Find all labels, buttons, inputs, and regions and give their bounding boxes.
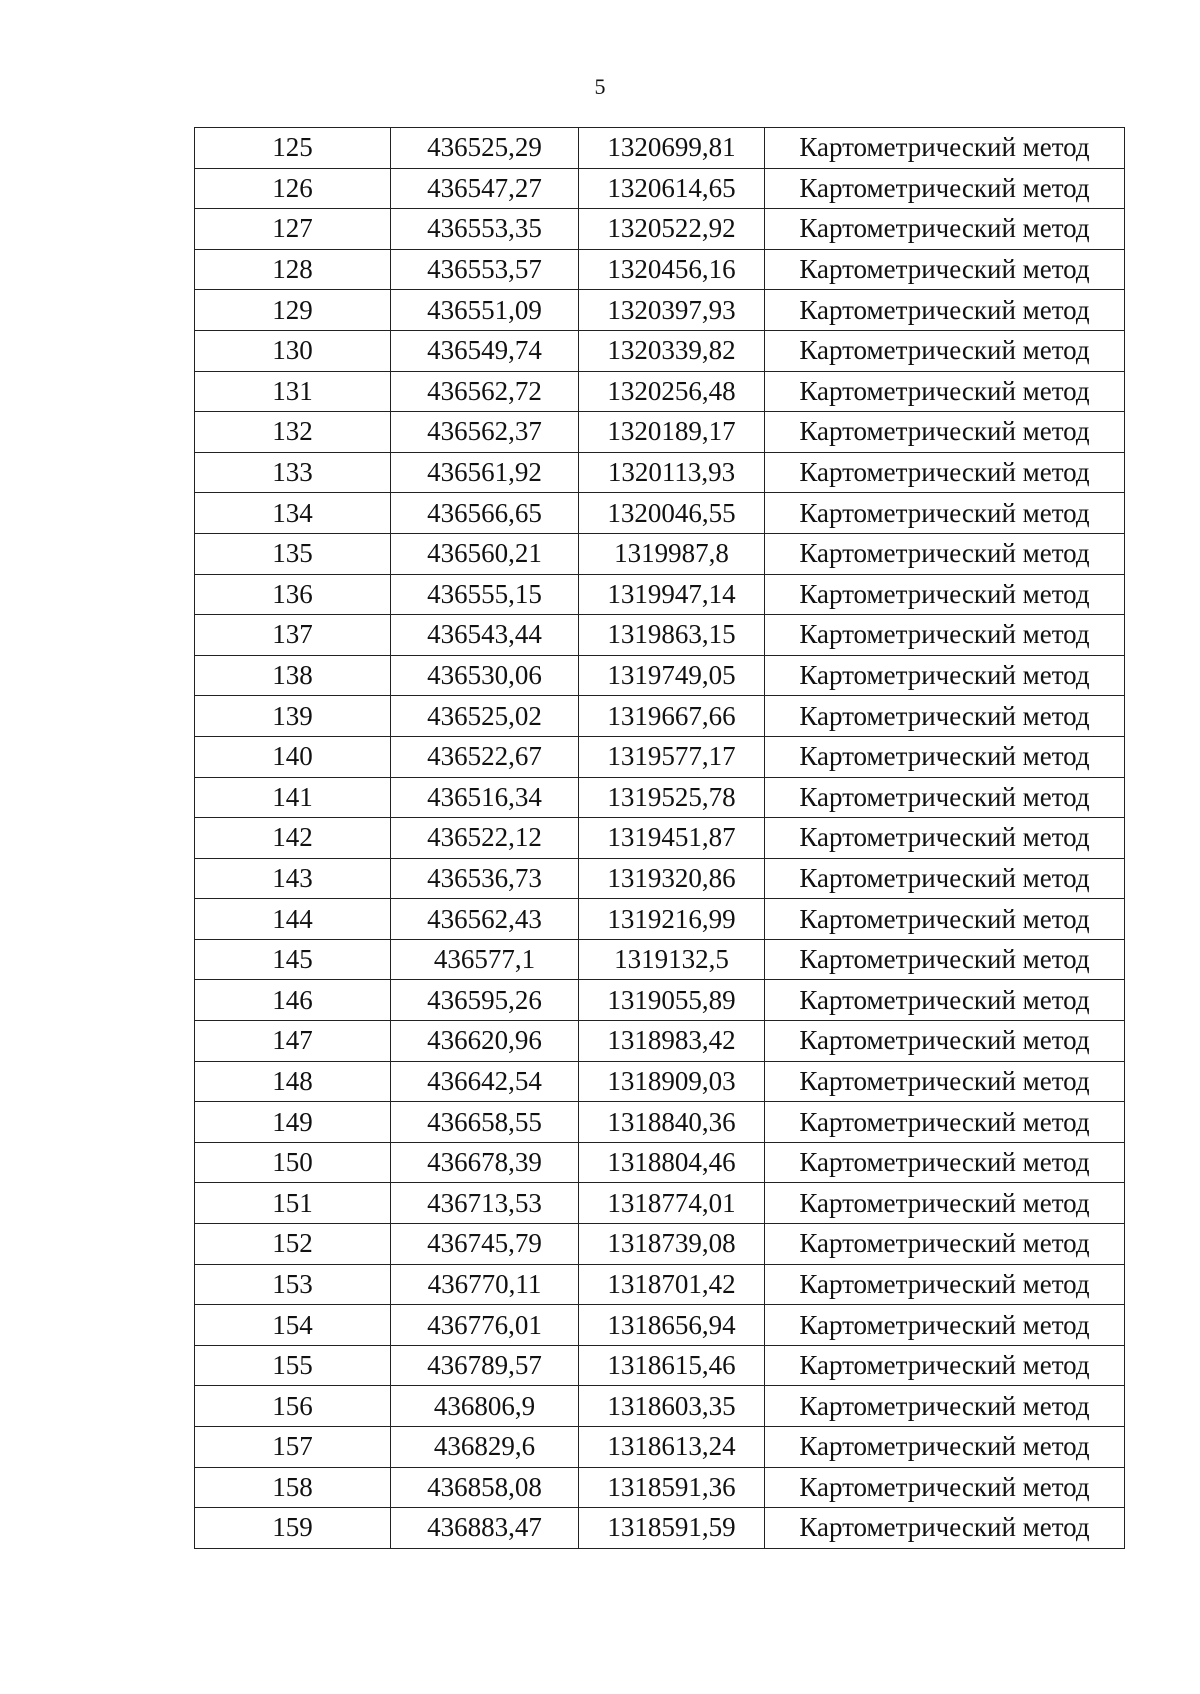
coordinate-y-cell: 1318591,36 — [579, 1467, 765, 1508]
coordinate-x-cell: 436549,74 — [391, 330, 579, 371]
coordinate-x-cell: 436745,79 — [391, 1224, 579, 1265]
coordinate-y-cell: 1319216,99 — [579, 899, 765, 940]
coordinate-x-cell: 436678,39 — [391, 1142, 579, 1183]
coordinate-y-cell: 1318591,59 — [579, 1508, 765, 1549]
coordinates-table — [194, 127, 1125, 1549]
coordinate-x-cell: 436829,6 — [391, 1427, 579, 1468]
coordinate-x-cell: 436522,12 — [391, 818, 579, 859]
point-number-cell: 140 — [195, 736, 391, 777]
table-row — [195, 858, 1125, 899]
method-cell: Картометрический метод — [765, 1183, 1125, 1224]
method-cell: Картометрический метод — [765, 1102, 1125, 1143]
point-number-cell: 135 — [195, 533, 391, 574]
coordinate-y-cell: 1320189,17 — [579, 412, 765, 453]
coordinate-y-cell: 1320339,82 — [579, 330, 765, 371]
coordinate-x-cell: 436620,96 — [391, 1021, 579, 1062]
coordinate-y-cell: 1319987,8 — [579, 533, 765, 574]
coordinate-y-cell: 1320614,65 — [579, 168, 765, 209]
method-cell: Картометрический метод — [765, 1345, 1125, 1386]
coordinate-x-cell: 436551,09 — [391, 290, 579, 331]
table-row — [195, 615, 1125, 656]
point-number-cell: 125 — [195, 128, 391, 169]
coordinate-x-cell: 436595,26 — [391, 980, 579, 1021]
coordinate-x-cell: 436806,9 — [391, 1386, 579, 1427]
coordinate-x-cell: 436562,43 — [391, 899, 579, 940]
coordinate-y-cell: 1318774,01 — [579, 1183, 765, 1224]
coordinate-y-cell: 1320522,92 — [579, 209, 765, 250]
table-row — [195, 249, 1125, 290]
point-number-cell: 127 — [195, 209, 391, 250]
coordinate-y-cell: 1318603,35 — [579, 1386, 765, 1427]
method-cell: Картометрический метод — [765, 858, 1125, 899]
coordinates-table-body — [195, 128, 1125, 1549]
point-number-cell: 141 — [195, 777, 391, 818]
coordinate-y-cell: 1318804,46 — [579, 1142, 765, 1183]
coordinate-y-cell: 1318739,08 — [579, 1224, 765, 1265]
coordinate-y-cell: 1320456,16 — [579, 249, 765, 290]
coordinate-x-cell: 436522,67 — [391, 736, 579, 777]
coordinate-y-cell: 1319667,66 — [579, 696, 765, 737]
page-number: 5 — [594, 74, 606, 99]
coordinate-x-cell: 436516,34 — [391, 777, 579, 818]
table-row — [195, 1386, 1125, 1427]
coordinate-x-cell: 436560,21 — [391, 533, 579, 574]
coordinate-y-cell: 1318701,42 — [579, 1264, 765, 1305]
point-number-cell: 132 — [195, 412, 391, 453]
coordinate-x-cell: 436658,55 — [391, 1102, 579, 1143]
coordinate-x-cell: 436561,92 — [391, 452, 579, 493]
method-cell: Картометрический метод — [765, 818, 1125, 859]
method-cell: Картометрический метод — [765, 1224, 1125, 1265]
coordinate-x-cell: 436553,35 — [391, 209, 579, 250]
point-number-cell: 126 — [195, 168, 391, 209]
table-row — [195, 290, 1125, 331]
coordinate-y-cell: 1319055,89 — [579, 980, 765, 1021]
coordinate-y-cell: 1319525,78 — [579, 777, 765, 818]
table-row — [195, 371, 1125, 412]
coordinate-y-cell: 1318983,42 — [579, 1021, 765, 1062]
method-cell: Картометрический метод — [765, 371, 1125, 412]
table-row — [195, 330, 1125, 371]
table-row — [195, 1102, 1125, 1143]
method-cell: Картометрический метод — [765, 1508, 1125, 1549]
method-cell: Картометрический метод — [765, 330, 1125, 371]
method-cell: Картометрический метод — [765, 777, 1125, 818]
coordinate-x-cell: 436555,15 — [391, 574, 579, 615]
point-number-cell: 133 — [195, 452, 391, 493]
point-number-cell: 137 — [195, 615, 391, 656]
coordinate-y-cell: 1318615,46 — [579, 1345, 765, 1386]
table-row — [195, 1305, 1125, 1346]
coordinate-x-cell: 436713,53 — [391, 1183, 579, 1224]
table-row — [195, 1142, 1125, 1183]
coordinate-y-cell: 1320046,55 — [579, 493, 765, 534]
point-number-cell: 152 — [195, 1224, 391, 1265]
table-row — [195, 1061, 1125, 1102]
coordinate-x-cell: 436858,08 — [391, 1467, 579, 1508]
coordinate-y-cell: 1320113,93 — [579, 452, 765, 493]
table-row — [195, 818, 1125, 859]
method-cell: Картометрический метод — [765, 1264, 1125, 1305]
coordinate-x-cell: 436525,02 — [391, 696, 579, 737]
point-number-cell: 159 — [195, 1508, 391, 1549]
table-row — [195, 777, 1125, 818]
method-cell: Картометрический метод — [765, 493, 1125, 534]
method-cell: Картометрический метод — [765, 1386, 1125, 1427]
method-cell: Картометрический метод — [765, 533, 1125, 574]
point-number-cell: 158 — [195, 1467, 391, 1508]
coordinate-x-cell: 436770,11 — [391, 1264, 579, 1305]
point-number-cell: 142 — [195, 818, 391, 859]
table-row — [195, 980, 1125, 1021]
coordinate-y-cell: 1319749,05 — [579, 655, 765, 696]
method-cell: Картометрический метод — [765, 290, 1125, 331]
point-number-cell: 145 — [195, 939, 391, 980]
table-row — [195, 209, 1125, 250]
point-number-cell: 134 — [195, 493, 391, 534]
coordinate-y-cell: 1320256,48 — [579, 371, 765, 412]
coordinate-x-cell: 436530,06 — [391, 655, 579, 696]
method-cell: Картометрический метод — [765, 128, 1125, 169]
table-row — [195, 655, 1125, 696]
coordinate-y-cell: 1319132,5 — [579, 939, 765, 980]
coordinate-y-cell: 1319451,87 — [579, 818, 765, 859]
table-row — [195, 452, 1125, 493]
coordinate-x-cell: 436776,01 — [391, 1305, 579, 1346]
method-cell: Картометрический метод — [765, 412, 1125, 453]
table-row — [195, 168, 1125, 209]
coordinate-y-cell: 1320699,81 — [579, 128, 765, 169]
point-number-cell: 136 — [195, 574, 391, 615]
coordinate-x-cell: 436562,37 — [391, 412, 579, 453]
method-cell: Картометрический метод — [765, 1142, 1125, 1183]
method-cell: Картометрический метод — [765, 980, 1125, 1021]
method-cell: Картометрический метод — [765, 736, 1125, 777]
coordinate-x-cell: 436543,44 — [391, 615, 579, 656]
method-cell: Картометрический метод — [765, 615, 1125, 656]
point-number-cell: 151 — [195, 1183, 391, 1224]
method-cell: Картометрический метод — [765, 696, 1125, 737]
table-row — [195, 574, 1125, 615]
method-cell: Картометрический метод — [765, 939, 1125, 980]
point-number-cell: 155 — [195, 1345, 391, 1386]
coordinate-y-cell: 1319947,14 — [579, 574, 765, 615]
table-row — [195, 1021, 1125, 1062]
point-number-cell: 139 — [195, 696, 391, 737]
coordinate-y-cell: 1318909,03 — [579, 1061, 765, 1102]
table-row — [195, 493, 1125, 534]
point-number-cell: 149 — [195, 1102, 391, 1143]
coordinate-y-cell: 1319320,86 — [579, 858, 765, 899]
point-number-cell: 146 — [195, 980, 391, 1021]
method-cell: Картометрический метод — [765, 1061, 1125, 1102]
point-number-cell: 143 — [195, 858, 391, 899]
table-row — [195, 1345, 1125, 1386]
point-number-cell: 129 — [195, 290, 391, 331]
coordinate-x-cell: 436577,1 — [391, 939, 579, 980]
method-cell: Картометрический метод — [765, 168, 1125, 209]
coordinate-y-cell: 1319577,17 — [579, 736, 765, 777]
table-row — [195, 1427, 1125, 1468]
coordinate-y-cell: 1318840,36 — [579, 1102, 765, 1143]
method-cell: Картометрический метод — [765, 1467, 1125, 1508]
table-row — [195, 1264, 1125, 1305]
table-row — [195, 533, 1125, 574]
table-row — [195, 939, 1125, 980]
table-row — [195, 1224, 1125, 1265]
table-row — [195, 1508, 1125, 1549]
coordinate-x-cell: 436883,47 — [391, 1508, 579, 1549]
coordinate-x-cell: 436789,57 — [391, 1345, 579, 1386]
table-row — [195, 1183, 1125, 1224]
point-number-cell: 157 — [195, 1427, 391, 1468]
coordinate-x-cell: 436547,27 — [391, 168, 579, 209]
coordinate-y-cell: 1318613,24 — [579, 1427, 765, 1468]
coordinate-x-cell: 436553,57 — [391, 249, 579, 290]
method-cell: Картометрический метод — [765, 1427, 1125, 1468]
coordinate-x-cell: 436566,65 — [391, 493, 579, 534]
method-cell: Картометрический метод — [765, 899, 1125, 940]
table-row — [195, 1467, 1125, 1508]
point-number-cell: 148 — [195, 1061, 391, 1102]
method-cell: Картометрический метод — [765, 209, 1125, 250]
method-cell: Картометрический метод — [765, 574, 1125, 615]
table-row — [195, 696, 1125, 737]
method-cell: Картометрический метод — [765, 655, 1125, 696]
table-row — [195, 736, 1125, 777]
coordinate-y-cell: 1319863,15 — [579, 615, 765, 656]
table-row — [195, 128, 1125, 169]
method-cell: Картометрический метод — [765, 249, 1125, 290]
point-number-cell: 144 — [195, 899, 391, 940]
point-number-cell: 153 — [195, 1264, 391, 1305]
point-number-cell: 147 — [195, 1021, 391, 1062]
coordinate-x-cell: 436536,73 — [391, 858, 579, 899]
coordinate-y-cell: 1318656,94 — [579, 1305, 765, 1346]
point-number-cell: 130 — [195, 330, 391, 371]
point-number-cell: 138 — [195, 655, 391, 696]
coordinate-y-cell: 1320397,93 — [579, 290, 765, 331]
point-number-cell: 154 — [195, 1305, 391, 1346]
coordinate-x-cell: 436642,54 — [391, 1061, 579, 1102]
point-number-cell: 150 — [195, 1142, 391, 1183]
method-cell: Картометрический метод — [765, 452, 1125, 493]
coordinate-x-cell: 436562,72 — [391, 371, 579, 412]
point-number-cell: 156 — [195, 1386, 391, 1427]
method-cell: Картометрический метод — [765, 1305, 1125, 1346]
table-row — [195, 412, 1125, 453]
method-cell: Картометрический метод — [765, 1021, 1125, 1062]
point-number-cell: 131 — [195, 371, 391, 412]
point-number-cell: 128 — [195, 249, 391, 290]
table-row — [195, 899, 1125, 940]
coordinate-x-cell: 436525,29 — [391, 128, 579, 169]
